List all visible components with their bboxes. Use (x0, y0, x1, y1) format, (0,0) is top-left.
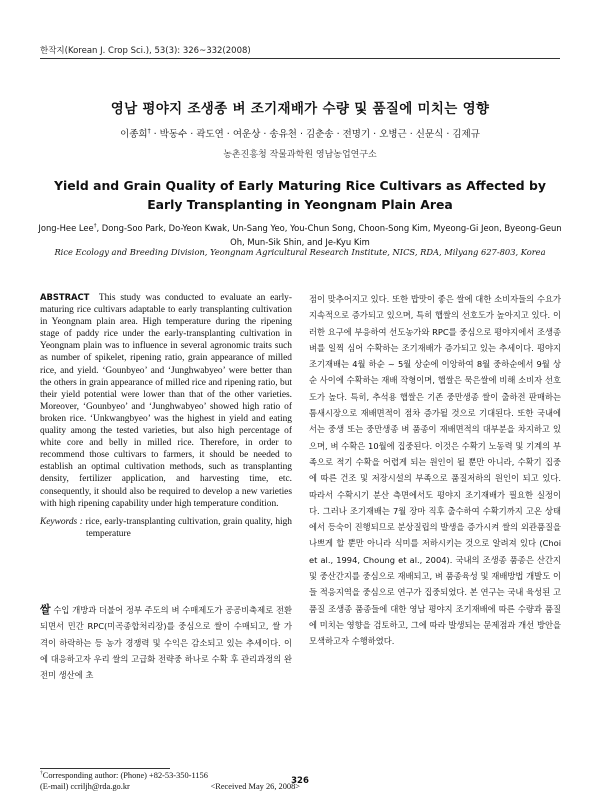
header-rule (40, 58, 560, 59)
intro-left-text: 수입 개방과 더불어 정부 주도의 벼 수매제도가 공공비축제로 전환되면서 민간 RPC(미곡종합처리장)를 중심으로 쌀이 수매되고, 쌀 가격이 하락하는 등 농가 경쟁력 및 수익은 감소되고 있는 추세이다. 이에 대응하고자 우리 쌀의 고급화 전략중 하나로 수확 후 관리과정의 완전미 생산에 초 (40, 605, 292, 681)
korean-title: 영남 평야지 조생종 벼 조기재배가 수량 및 품질에 미치는 영향 (110, 101, 490, 117)
english-affiliation: Rice Ecology and Breeding Division, Yeongnam Agricultural Research Institute, NICS, RDA, Milyang 627-803, Korea (54, 247, 546, 257)
keywords (40, 516, 292, 540)
intro-dropcap: 쌀 (40, 603, 51, 616)
keywords-text: rice, early-transplanting cultivation, grain quality, high temperature (85, 516, 292, 539)
english-corresponding-mark: † (93, 223, 97, 229)
intro-left-column (40, 602, 292, 683)
footnote-mark: † (40, 770, 43, 776)
abstract-label: ABSTRACT (40, 292, 90, 302)
korean-authors (40, 126, 560, 140)
footnote-email: (E-mail) ccriljh@rda.go.kr (40, 781, 130, 791)
abstract-section (40, 291, 292, 540)
korean-other-authors: · 박동수 · 곽도연 · 여운상 · 송유천 · 김춘송 · 전명기 · 오병근 · 신문식 · 김제규 (150, 129, 480, 140)
footnote-phone: Corresponding author: (Phone) +82-53-350-1156 (42, 770, 208, 780)
english-authors (36, 219, 564, 249)
abstract-text: This study was conducted to evaluate an early-maturing rice cultivars adaptable to early transplanting cultivation in Yeongnam plain area. High temperature during the ripening stage of paddy rice under the early-transplanting cultivation in Yeongnam plain was to influence in several agronomic traits such as number of spikelet, ripening ratio, grain appearance of milled rice, and yield. ‘Gounbyeo’ and ‘Junghwabyeo’ were better than the others in grain appearance of milled rice and ripening ratio, but their yield potential were lower than that of the other varieties. Moreover, ‘Gounbyeo’ and ‘Junghwabyeo’ showed high ratio of broken rice. ‘Unkwangbyeo’ was the highest in yield and eating quality among the tested varieties, but also high percentage of white core and belly in milled rice. Therefore, in order to recommend those cultivars to farmers, it should be needed to establish an optimal cultivation methods, such as transplanting density, fertilizer application, and harvesting time, etc. consequently, it should also be required to develop a new varieties with high ripening capability under high temperature condition. (40, 293, 292, 509)
footnote-received: <Received May 26, 2008> (210, 781, 300, 791)
keywords-label: Keywords : (40, 516, 83, 527)
korean-first-author: 이종희 (120, 129, 148, 140)
abstract-body (40, 291, 292, 510)
english-title: Yield and Grain Quality of Early Maturing Rice Cultivars as Affected by Early Transplanting in Yeongnam Plain Area (54, 178, 546, 212)
page-number: 326 (291, 776, 309, 786)
english-other-authors: , Dong-Soo Park, Do-Yeon Kwak, Un-Sang Yeo, You-Chun Song, Choon-Song Kim, Myeong-Gi Jeon, Byeong-Geun Oh, Mun-Sik Shin, and Je-Kyu Kim (96, 222, 562, 247)
intro-right-column: 점이 맞추어지고 있다. 또한 밥맛이 좋은 쌀에 대한 소비자들의 수요가 지속적으로 증가되고 있으며, 특히 햅쌀의 선호도가 높아지고 있다. 이러한 요구에 부응하여 선도농가와 RPC를 중심으로 평야지에서 조생종 벼를 일찍 심어 수확하는 조기재배가 증가되고 있는 추세이다. 평야지 조기재배는 4월 하순 ~ 5월 상순에 이앙하여 8월 중하순에서 9월 상순 사이에 수확하는 재배 작형이며, 햅쌀은 묵은쌀에 비해 소비자 선호도가 높다. 특히, 추석용 햅쌀은 기존 중만생종 쌀이 출하전 판매하는 틈새시장으로 재배면적이 점차 증가될 것으로 기대된다. 또한 국내에서는 중생 또는 중만생종 벼 품종이 재배면적의 대부분을 차지하고 있으며, 벼 수확은 10월에 집중된다. 이것은 수확기 노동력 및 기계의 부족으로 적기 수확을 어렵게 되는 원인이 될 뿐만 아니라, 수확기 집중에 따른 건조 및 저장시설의 부족으로 품질저하의 원인이 되고 있다. 따라서 수확시기 분산 측면에서도 평야지 조기재배가 필요한 실정이다. 그러나 조기재배는 7월 장마 직후 출수하여 수확기까지 고온 상태에서 등숙이 진행되므로 분상질립의 발생을 증가시켜 쌀의 외관품질을 나쁘게 할 뿐만 아니라 식미를 저하시키는 것으로 알려져 있다 (Choi et al., 1994, Choung et al., 2004). 국내의 조생종 품종은 산간지 및 중산간지를 중심으로 재배되고, 벼 품종육성 및 재배방법 개발도 이들 적응지역을 중심으로 연구가 집중되었다. 본 연구는 국내 육성된 고품질 조생종 품종들에 대한 영남 평야지 조기재배에 따른 수량과 품질에 미치는 영향을 검토하고, 그에 따라 발생되는 문제점과 개선 방안을 모색하고자 수행하였다. (309, 294, 561, 647)
corresponding-mark: † (147, 127, 151, 135)
korean-affiliation: 농촌진흥청 작물과학원 영남농업연구소 (223, 150, 377, 160)
journal-header: 한작지(Korean J. Crop Sci.), 53(3): 326~332(2008) (40, 46, 251, 56)
english-first-author: Jong-Hee Lee (38, 222, 94, 233)
